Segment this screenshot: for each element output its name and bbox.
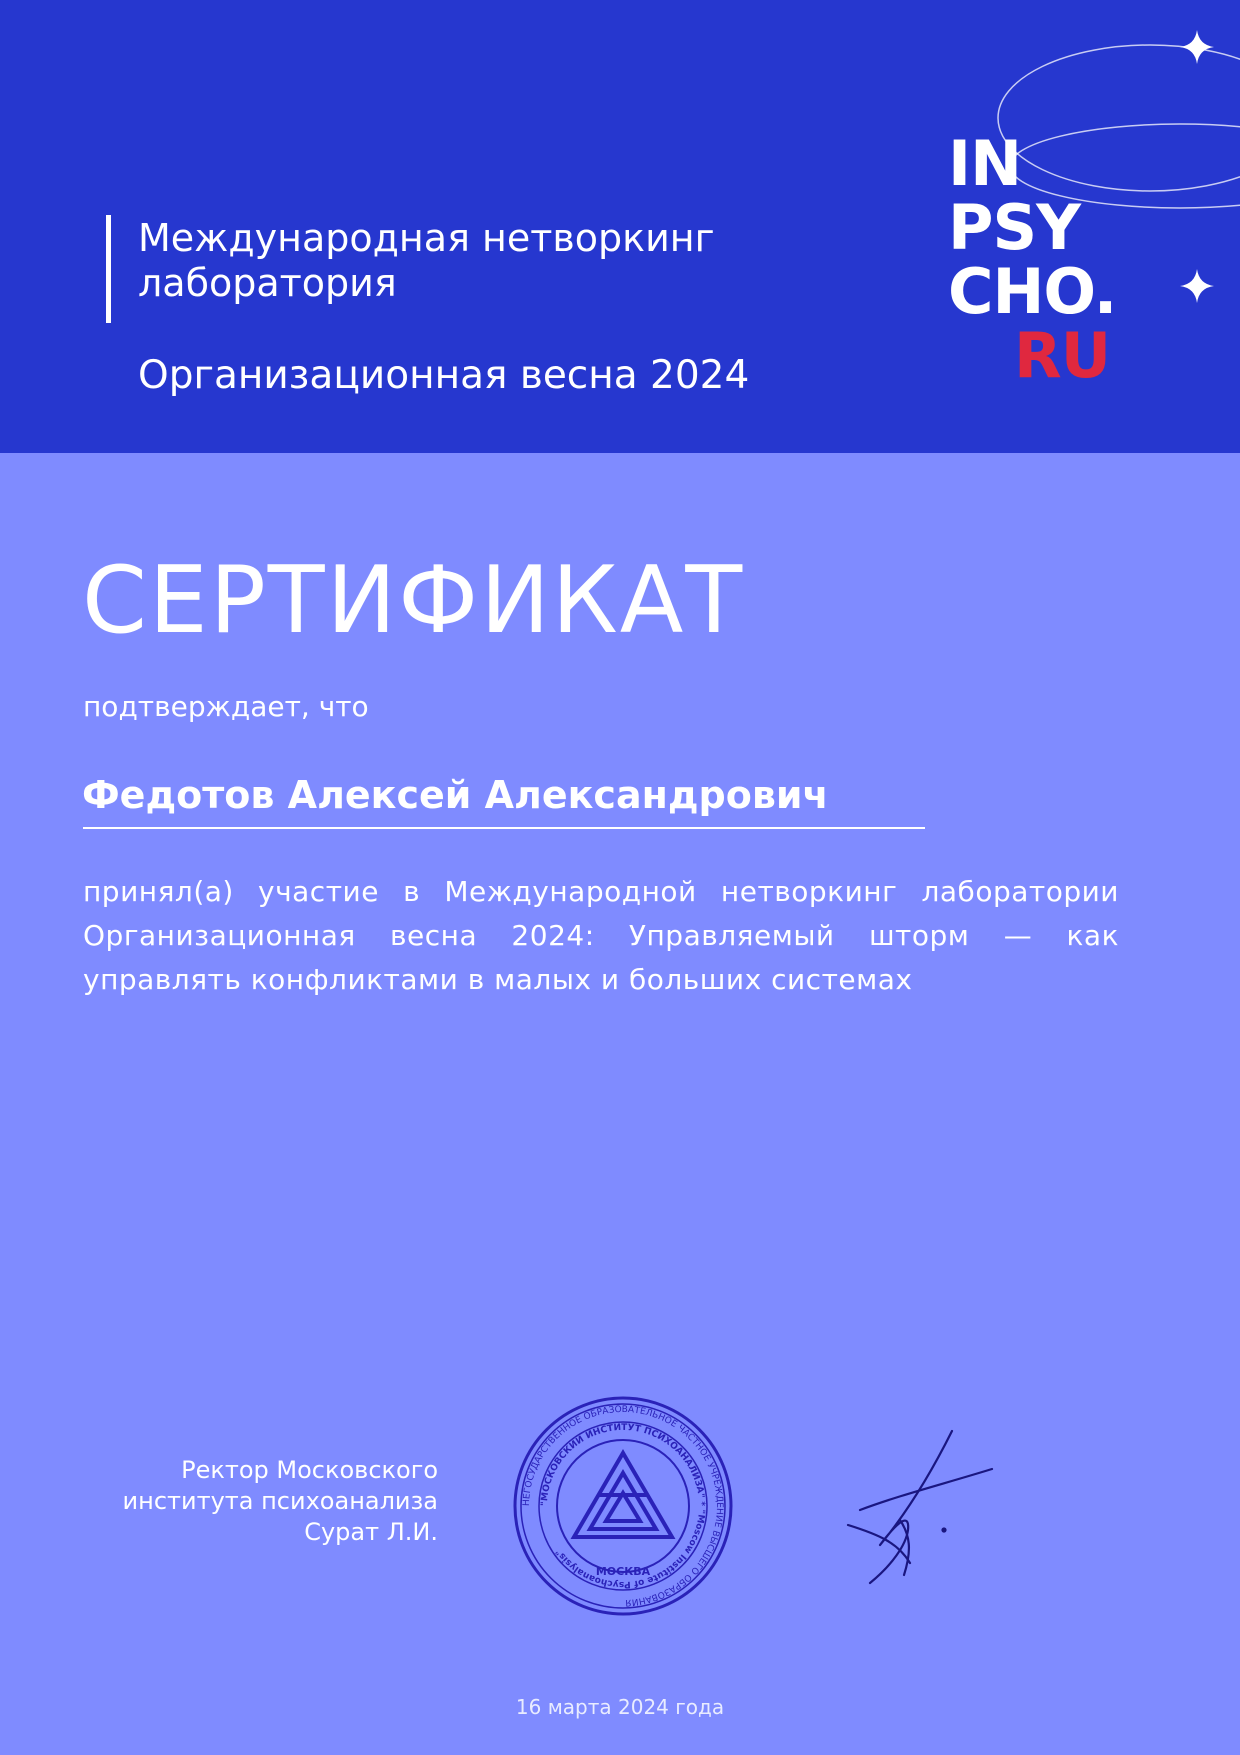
issue-date: 16 марта 2024 года xyxy=(515,1695,725,1719)
logo-line-3: CHO. xyxy=(948,255,1117,328)
logo-line-2: PSY xyxy=(948,191,1080,264)
participation-text: принял(а) участие в Международной нетворкинг лаборатории Организационная весна 2024: Управляемый шторм — как управлять конфликтами в малых и больших системах xyxy=(83,875,1119,996)
lab-title: Международная нетворкинг лаборатория xyxy=(138,216,715,305)
header-banner xyxy=(0,0,1240,453)
signatory-name: Сурат Л.И. xyxy=(304,1518,438,1546)
confirms-text: подтверждает, что xyxy=(83,690,369,723)
signatory-line-2: института психоанализа xyxy=(122,1487,438,1515)
header-accent-bar xyxy=(106,215,111,323)
institute-stamp-icon xyxy=(512,1395,734,1617)
certificate-title: СЕРТИФИКАТ xyxy=(82,546,745,654)
signatory-block xyxy=(80,1455,438,1548)
event-title: Организационная весна 2024 xyxy=(138,353,750,398)
logo-line-4: RU xyxy=(1014,319,1111,392)
sparkle-icon xyxy=(1180,269,1214,303)
name-underline xyxy=(83,827,925,829)
sparkle-icon xyxy=(1180,30,1214,64)
inpsycho-logo xyxy=(948,127,1117,392)
svg-text:"МОСКОВСКИЙ ИНСТИТУТ ПСИХОАНАЛ: "МОСКОВСКИЙ ИНСТИТУТ ПСИХОАНАЛИЗА" * "Moscow Institute of Psychoanalysis" xyxy=(539,1422,707,1590)
signature-icon xyxy=(840,1425,1000,1595)
signatory-line-1: Ректор Московского xyxy=(181,1456,438,1484)
logo-line-1: IN xyxy=(948,127,1021,200)
recipient-name: Федотов Алексей Александрович xyxy=(82,773,829,817)
svg-text:МОСКВА: МОСКВА xyxy=(595,1565,651,1578)
svg-text:НЕГОСУДАРСТВЕННОЕ ОБРАЗОВАТЕЛЬ: НЕГОСУДАРСТВЕННОЕ ОБРАЗОВАТЕЛЬНОЕ ЧАСТНОЕ УЧРЕЖДЕНИЕ ВЫСШЕГО ОБРАЗОВАНИЯ xyxy=(521,1404,725,1608)
